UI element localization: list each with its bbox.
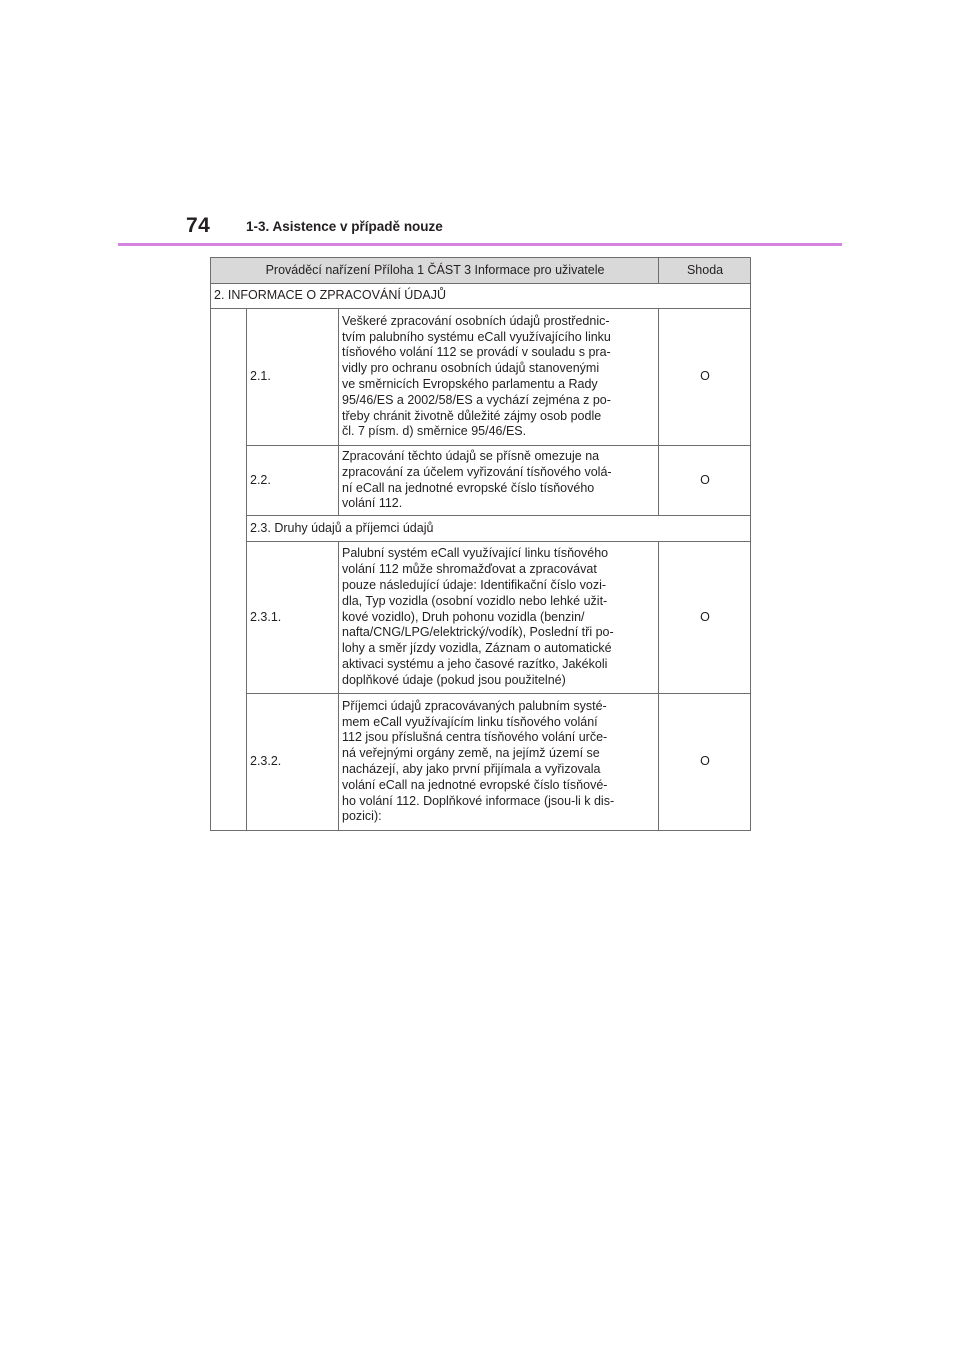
header-rule [118,243,842,246]
section-title: 1-3. Asistence v případě nouze [246,219,443,234]
table-row [211,309,751,446]
text-line: nafta/CNG/LPG/elektrický/vodík), Poslední tři po- [342,625,614,640]
text-line: Zpracování těchto údajů se přísně omezuje na [342,448,600,463]
text-line: Příjemci údajů zpracovávaných palubním systé- [342,698,607,713]
row-number: 2.3.1. [247,542,339,694]
indent-cell [211,309,247,831]
column-header-regulation: Prováděcí nařízení Příloha 1 ČÁST 3 Informace pro uživatele [211,258,659,284]
section-row [211,284,751,309]
text-line: volání 112. [342,496,403,511]
text-line: pouze následující údaje: Identifikační číslo vozi- [342,578,607,592]
compliance-value: O [659,542,751,694]
row-text [339,446,659,516]
text-line: volání eCall na jednotné evropské číslo tísňové- [342,777,608,792]
text-line: volání 112 může shromažďovat a zpracovávat [342,562,597,577]
row-number: 2.1. [247,309,339,446]
row-number: 2.3.2. [247,694,339,831]
text-line: 95/46/ES a 2002/58/ES a vychází zejména z po- [342,392,611,407]
text-line: ho volání 112. Doplňkové informace (jsou-li k dis- [342,793,615,808]
text-line: lohy a směr jízdy vozidla, Záznam o automatické [342,641,612,656]
text-line: kové vozidlo), Druh pohonu vozidla (benzin/ [342,609,585,624]
text-line: doplňkové údaje (pokud jsou použitelné) [342,672,566,687]
text-line: Veškeré zpracování osobních údajů prostřednic- [342,313,610,328]
text-line: třeby chránit životně důležité zájmy osob podle [342,408,602,423]
text-line: ní eCall na jednotné evropské číslo tísňového [342,480,595,495]
text-line: pozici): [342,809,382,824]
text-line: 112 jsou příslušná centra tísňového volání urče- [342,730,608,745]
compliance-value: O [659,446,751,516]
table-row [211,542,751,694]
compliance-value: O [659,309,751,446]
text-line: dla, Typ vozidla (osobní vozidlo nebo lehké užit- [342,593,608,608]
row-text [339,694,659,831]
text-line: zpracování za účelem vyřizování tísňového volá- [342,464,612,479]
text-line: tvím palubního systému eCall využívajícího linku [342,329,611,344]
table-header-row [211,258,751,284]
regulation-table [210,257,751,831]
subsection-row [211,516,751,542]
text-line: mem eCall využívajícím linku tísňového volání [342,714,598,729]
table-row [211,694,751,831]
text-line: aktivaci systému a jeho časové razítko, Jakékoli [342,656,608,671]
text-line: vidly pro ochranu osobních údajů stanovenými [342,361,600,376]
page-number: 74 [186,214,211,237]
table-row [211,446,751,516]
row-text [339,309,659,446]
text-line: ve směrnicích Evropského parlamentu a Rady [342,377,598,391]
text-line: nacházejí, aby jako první přijímala a vyřizovala [342,762,601,776]
compliance-value: O [659,694,751,831]
text-line: čl. 7 písm. d) směrnice 95/46/ES. [342,424,527,439]
section-heading-2-3: 2.3. Druhy údajů a příjemci údajů [247,516,751,542]
section-heading-2: 2. INFORMACE O ZPRACOVÁNÍ ÚDAJŮ [211,284,751,309]
row-number: 2.2. [247,446,339,516]
text-line: Palubní systém eCall využívající linku tísňového [342,546,609,561]
row-text [339,542,659,694]
column-header-compliance: Shoda [659,258,751,284]
text-line: ná veřejnými orgány země, na jejímž území se [342,746,600,761]
text-line: tísňového volání 112 se provádí v souladu s pra- [342,345,611,360]
